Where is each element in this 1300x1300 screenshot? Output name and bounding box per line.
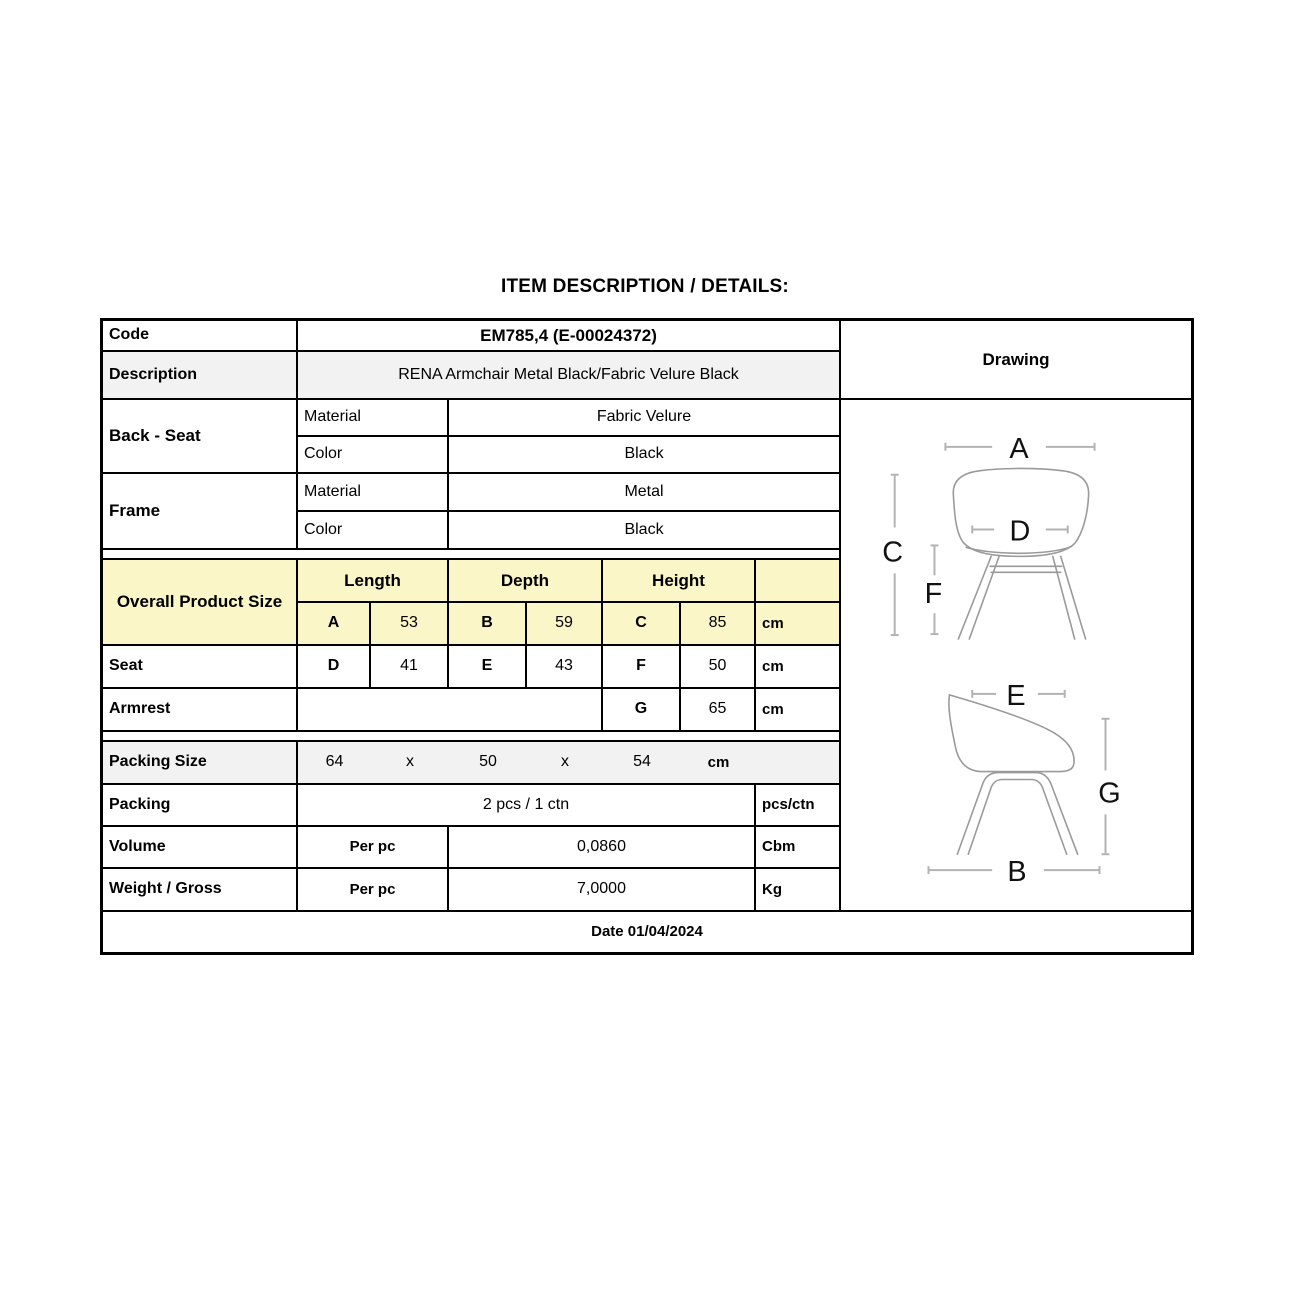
armrest-height-value: 65 [680, 688, 755, 731]
packing-label: Packing [102, 784, 297, 826]
packing-size-unit: cm [707, 753, 730, 771]
weight-value: 7,0000 [448, 868, 755, 911]
dim-label-d: D [1009, 515, 1031, 548]
armrest-empty [297, 688, 602, 731]
description-value: RENA Armchair Metal Black/Fabric Velure Black [297, 351, 840, 399]
frame-color-value: Black [448, 511, 840, 549]
frame-material-label: Material [297, 473, 448, 511]
code-value: EM785,4 (E-00024372) [297, 320, 840, 351]
packing-value: 2 pcs / 1 ctn [297, 784, 755, 826]
volume-label: Volume [102, 826, 297, 868]
weight-label: Weight / Gross [102, 868, 297, 911]
overall-depth-value: 59 [526, 602, 602, 645]
description-label: Description [102, 351, 297, 399]
overall-height-value: 85 [680, 602, 755, 645]
dim-label-e: E [1006, 679, 1026, 712]
overall-size-label: Overall Product Size [102, 559, 297, 645]
volume-unit: Cbm [755, 826, 840, 868]
depth-header: Depth [448, 559, 602, 602]
seat-height-key: F [602, 645, 680, 688]
code-label: Code [102, 320, 297, 351]
overall-length-value: 53 [370, 602, 448, 645]
seat-length-key: D [297, 645, 370, 688]
weight-per: Per pc [297, 868, 448, 911]
frame-material-value: Metal [448, 473, 840, 511]
seat-depth-value: 43 [526, 645, 602, 688]
size-header-unit-empty [755, 559, 840, 602]
dim-label-b: B [1007, 856, 1027, 889]
length-header: Length [297, 559, 448, 602]
back-seat-color-label: Color [297, 436, 448, 473]
back-seat-material-label: Material [297, 399, 448, 436]
packing-size-x1: x [406, 753, 414, 771]
armrest-unit: cm [755, 688, 840, 731]
seat-label: Seat [102, 645, 297, 688]
packing-size-height: 54 [633, 753, 651, 771]
frame-color-label: Color [297, 511, 448, 549]
packing-size-label: Packing Size [102, 741, 297, 784]
frame-label: Frame [102, 473, 297, 549]
packing-size-depth: 50 [479, 753, 497, 771]
back-seat-label: Back - Seat [102, 399, 297, 473]
side-view-sketch [949, 695, 1078, 854]
spec-table [100, 318, 1194, 955]
packing-unit: pcs/ctn [755, 784, 840, 826]
dim-label-f: F [924, 578, 943, 611]
height-header: Height [602, 559, 755, 602]
dim-label-a: A [1009, 432, 1029, 465]
volume-per: Per pc [297, 826, 448, 868]
overall-length-key: A [297, 602, 370, 645]
armrest-height-key: G [602, 688, 680, 731]
drawing-cell [840, 399, 1192, 911]
seat-depth-key: E [448, 645, 526, 688]
seat-unit: cm [755, 645, 840, 688]
overall-depth-key: B [448, 602, 526, 645]
back-seat-color-value: Black [448, 436, 840, 473]
seat-height-value: 50 [680, 645, 755, 688]
volume-value: 0,0860 [448, 826, 755, 868]
drawing-header: Drawing [840, 320, 1192, 399]
front-view-dimensions [882, 433, 1094, 635]
armrest-label: Armrest [102, 688, 297, 731]
page-title: ITEM DESCRIPTION / DETAILS: [501, 276, 789, 297]
dim-label-g: G [1098, 777, 1121, 810]
back-seat-material-value: Fabric Velure [448, 399, 840, 436]
front-view-sketch [953, 468, 1088, 639]
date-row: Date 01/04/2024 [102, 911, 1192, 953]
packing-size-x2: x [561, 753, 569, 771]
weight-unit: Kg [755, 868, 840, 911]
packing-size-values [297, 741, 840, 784]
side-view-dimensions [929, 680, 1121, 888]
seat-length-value: 41 [370, 645, 448, 688]
dim-label-c: C [882, 536, 904, 569]
chair-drawing [841, 400, 1191, 910]
packing-size-length: 64 [325, 753, 344, 771]
overall-height-key: C [602, 602, 680, 645]
section-separator [102, 731, 840, 741]
overall-unit: cm [755, 602, 840, 645]
section-separator [102, 549, 840, 559]
